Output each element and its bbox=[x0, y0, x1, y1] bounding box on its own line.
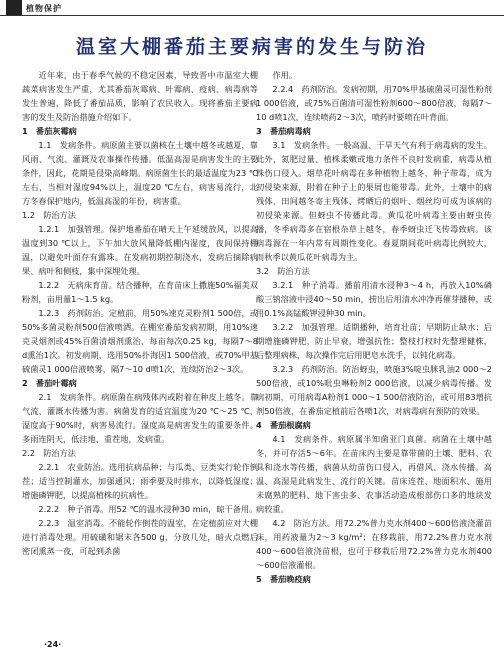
section-heading: 5 番茄晚疫病 bbox=[256, 574, 311, 584]
page-number: ·24· bbox=[44, 640, 62, 649]
right-column bbox=[256, 68, 492, 586]
article-title: 温室大棚番茄主要病害的发生与防治 bbox=[75, 36, 428, 58]
paragraph: 2.2.4 药剂防治。发病初期，用70%甲基硫菌灵可湿性粉剂1 000倍液，或75%百菌清可湿性粉剂600～800倍液，每隔7～10 d喷1次，连续喷药2～3次，喷药时要喷在叶背面。 bbox=[256, 84, 492, 122]
paragraph: 2.2.3 温室消毒。不能轮作倒茬的温室，在定植前应对大棚进行消毒处理。用硫磺和锯末各500 g，分放几处，暗火点燃后密闭熏蒸一夜，可起到杀菌 bbox=[22, 518, 258, 556]
paragraph: 作用。 bbox=[272, 70, 297, 80]
paragraph: 1.1 发病条件。病原菌主要以菌核在土壤中越冬或越夏，靠风雨、气流、灌溉及农事操作传播。低温高湿是病害发生的主要条件，因此，花期是侵染高峰期。病原菌生长的最适温度为23 ℃左右，当相对湿度94%以上，温度20 ℃左右，病害易流行，北方冬春保护地内，低温高湿的年份，病害重。 bbox=[22, 140, 258, 206]
paragraph: 1.2.3 药剂防治。定植前，用50%速克灵粉剂1 500倍，或50%多菌灵粉剂500倍液喷洒。在棚室番茄发病初期，用10%速克灵烟剂或45%百菌清烟剂熏治，每亩每次0.25 kg，每隔7～8 d熏治1次。初发病期，选用50%扑海因1 500倍液，或70%甲基硫菌灵1 000倍液喷雾，隔7～10 d喷1次，连续防治2～3次。 bbox=[22, 308, 258, 374]
paragraph: 3.2.1 种子消毒。播前用清水浸种3～4 h，再放入10%磷酸三钠溶液中浸40～50 min，捞出后用清水冲净再催芽播种，或用0.1%高锰酸钾浸种30 min。 bbox=[256, 280, 492, 318]
paragraph: 1.2.1 加强管理。保护地番茄在晴天上午延缓放风，以提高温度到30 ℃以上，下午加大放风量降低棚内湿度，夜间保持棚温，以避免叶面存有露珠。在发病初期控制浇水，发病后摘除病果、病叶和侧枝，集中深埋处理。 bbox=[22, 224, 258, 276]
section-heading: 2.2 防治方法 bbox=[22, 448, 76, 458]
left-column bbox=[22, 68, 258, 558]
section-heading: 1 番茄灰霉病 bbox=[22, 126, 77, 136]
paragraph: 2.2.1 农业防治。选用抗病品种；与瓜类、豆类实行轮作倒茬；适当控制灌水，加强通风；雨季要及时排水，以降低湿度；增施磷钾肥，以提高植株的抗病性。 bbox=[22, 462, 258, 500]
paragraph: 2.1 发病条件。病原菌在病残体内或附着在种皮上越冬。靠气流、灌溉水传播为害。病菌发育的适宜温度为20 ℃～25 ℃，湿度高于90%时，病害易流行。湿度高是病害发生的重要条件。多雨连阴天，低洼地、重茬地，发病重。 bbox=[22, 392, 258, 444]
section-heading: 3.2 防治方法 bbox=[256, 266, 310, 276]
paragraph: 3.2.2 加强管理。适期播种，培育壮苗；早期防止缺水；后期增施磷钾肥，防止早衰，增强抗性；整枝打杈时先整理健株，后整理病株，每次操作完后用肥皂水洗手，以钝化病毒。 bbox=[256, 322, 492, 360]
paragraph: 3.2.3 药剂防治。防治蚜虫，喷施3%啶虫脒乳油2 000～2 500倍液，或10%吡虫啉粉剂2 000倍液，以减少病毒传播。发病初期，可用病毒A粉剂1 000～1 500倍液防治，或可用83增抗剂50倍液，在番茄定植前后各喷1次，对病毒病有预防的效果。 bbox=[256, 364, 492, 416]
section-heading: 2 番茄叶霉病 bbox=[22, 378, 77, 388]
journal-name: 植物保护 bbox=[26, 4, 62, 13]
paragraph: 近年来，由于春季气候的不稳定因素，导致晋中市温室大棚蔬菜病害发生严重，尤其番茄灰霉病、叶霉病、疫病、病毒病等发生普遍，降低了番茄品质，影响了农民收入。现将番茄主要病害的发生及防治措施介绍如下。 bbox=[22, 70, 258, 122]
paragraph: 4.2 防治方法。用72.2%普力克水剂400～600倍液浇灌苗床，用药液量为2～3 kg/m²；在移栽前，用72.2%普力克水剂400～600倍液浇苗根，也可于移栽后用72.2%普力克水剂400～600倍液灌根。 bbox=[256, 518, 492, 570]
section-heading: 1.2 防治方法 bbox=[22, 210, 76, 220]
header-rule bbox=[0, 15, 504, 16]
paragraph: 4.1 发病条件。病原属半知菌亚门真菌。病菌在土壤中越冬，并可存活5～6年。在苗床内主要是靠带菌的土壤、肥料、农具和浇水等传播，病菌从幼苗伤口侵入，再借风、浇水传播。高温、高湿是此病发生、流行的关键。苗床连茬、地面积水、施用未腐熟的肥料、地下害虫多、农事活动造成根部伤口多的地块发病较重。 bbox=[256, 434, 492, 514]
section-heading: 3 番茄病毒病 bbox=[256, 126, 311, 136]
section-heading: 4 番茄根腐病 bbox=[256, 420, 311, 430]
paragraph: 3.1 发病条件。一般高温、干旱天气有利于病毒病的发生。此外，氮肥过量、植株柔嫩或地力条件不良时发病重，病毒从植株伤口侵入。烟草花叶病毒在多种植物上越冬，种子带毒，成为初侵染来源，附着在种子上的果屑也能带毒。此外，土壤中的病残体、田间越冬寄主残体、烤晒后的烟叶、烟丝均可成为该病的初侵染来源。但蚜虫不传播此毒。黄瓜花叶病毒主要由蚜虫传播，冬季病毒多在宿根杂草上越冬，春季蚜虫迁飞传毒致病。该病毒源在一年内常有周期性变化。春夏期间花叶病毒比例较大，而秋季以黄瓜花叶病毒为主。 bbox=[256, 140, 492, 262]
journal-logo-icon bbox=[6, 0, 22, 16]
paragraph: 2.2.2 种子消毒。用52 ℃的温水浸种30 min，晾干备用。 bbox=[38, 504, 258, 514]
page-header bbox=[0, 0, 504, 20]
paragraph: 1.2.2 无病床育苗。结合播种，在育苗床上撒施50%福美双粉剂，亩用量1～1.5 kg。 bbox=[22, 280, 258, 304]
